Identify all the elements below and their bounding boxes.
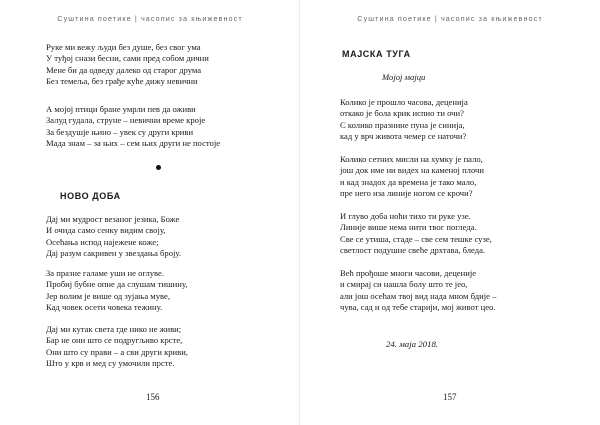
poem-line: чува, сад и од тебе старији, мој живот цео. bbox=[340, 302, 496, 313]
poem-line: Дај ми кутак света где нико не живи; bbox=[46, 324, 182, 334]
poem-stanza bbox=[46, 42, 209, 88]
poem-line: светлост подушне свеће дрхтава, бледа. bbox=[340, 245, 486, 256]
poem-line: Дај ми мудрост везаног језика, Боже bbox=[46, 214, 180, 224]
poem-line: али још осећам твој вид нада мном бдије – bbox=[340, 290, 497, 301]
poem-line: и кад знадох да времена је тако мало, bbox=[340, 176, 477, 187]
poem-line: кад у врч живота чемер се наточи? bbox=[340, 131, 467, 142]
poem-stanza bbox=[340, 268, 496, 314]
poem-line: Јер волим је више од зујања муве, bbox=[46, 290, 171, 301]
poem-line: Што у крв и мед су умочили прсте. bbox=[46, 358, 175, 369]
poem-line: Линије више нема нити твог погледа. bbox=[340, 222, 477, 233]
poem-line: И глуво доба ноћи тихо ти руке узе. bbox=[340, 211, 471, 221]
poem-line: Пробиј бубне опне да слушам тишину, bbox=[46, 279, 188, 290]
poem-line: Руке ми вежу људи без душе, без свог ума bbox=[46, 42, 201, 52]
poem-line: Све се утиша, стаде – све сем тешке сузе, bbox=[340, 233, 492, 244]
section-title: НОВО ДОБА bbox=[60, 191, 121, 201]
poem-line: Мене би да одведу далеко од старог друма bbox=[46, 64, 202, 75]
poem-line: Мада знам – за њих – сем њих други не постоје bbox=[46, 138, 221, 149]
poem-line: С колико празнине пуна је синија, bbox=[340, 119, 465, 130]
poem-line: Колико сетних мисли на хумку је пало, bbox=[340, 154, 483, 164]
poem-stanza bbox=[46, 214, 181, 260]
poem-line: Осећања испод најежене коже; bbox=[46, 236, 159, 247]
poem-line: Кад човек осети човека тежину. bbox=[46, 302, 163, 313]
poem-line: Залуд гудала, струне – невични време кроје bbox=[46, 115, 206, 126]
poem-stanza bbox=[340, 211, 492, 257]
poem-line: Већ прођоше многи часови, деценије bbox=[340, 268, 477, 278]
poem-stanza bbox=[46, 268, 187, 314]
poem-line: откако је бола крик испио ти очи? bbox=[340, 108, 464, 119]
poem-dedication: Мојој мајци bbox=[382, 72, 426, 82]
poem-line: и смирај си нашла болу што те јео, bbox=[340, 279, 468, 290]
poem-stanza bbox=[46, 324, 188, 370]
ornament-dot bbox=[156, 165, 161, 170]
right-page bbox=[300, 0, 600, 425]
poem-line: Без темеља, без грађе куће дижу невични bbox=[46, 76, 198, 87]
poem-date: 24. маја 2018. bbox=[386, 339, 439, 349]
poem-line: још док име ни видех на каменој плочи bbox=[340, 165, 484, 176]
poem-stanza bbox=[340, 97, 468, 143]
poem-line: Дај разум сакривен у звездања броју. bbox=[46, 248, 181, 259]
poem-line: За празне галаме уши не оглуве. bbox=[46, 268, 165, 278]
poem-line: За бездушје њино – увек су други криви bbox=[46, 126, 194, 137]
poem-stanza bbox=[340, 154, 484, 200]
poem-title: МАЈСКА ТУГА bbox=[342, 49, 411, 59]
page-number-right: 157 bbox=[443, 392, 457, 402]
poem-line: Колико је прошло часова, деценија bbox=[340, 97, 468, 107]
poem-line: У туђој снази бесни, сами пред собом дични bbox=[46, 53, 209, 64]
poem-line: Бар не они што се подругљиво крсте, bbox=[46, 335, 183, 346]
poem-line: А мојој птици бране умрли пев да оживи bbox=[46, 104, 196, 114]
running-head-left: Суштина поетике | часопис за књижевност bbox=[57, 14, 243, 23]
poem-line: Они што су прави – а сви други криви, bbox=[46, 346, 188, 357]
page-number-left: 156 bbox=[146, 392, 160, 402]
running-head-right: Суштина поетике | часопис за књижевност bbox=[357, 14, 543, 23]
poem-line: И очида само сенку видим своју, bbox=[46, 225, 166, 236]
poem-stanza bbox=[46, 104, 220, 150]
poem-line: пре него иза линије ногом се крочи? bbox=[340, 188, 473, 199]
